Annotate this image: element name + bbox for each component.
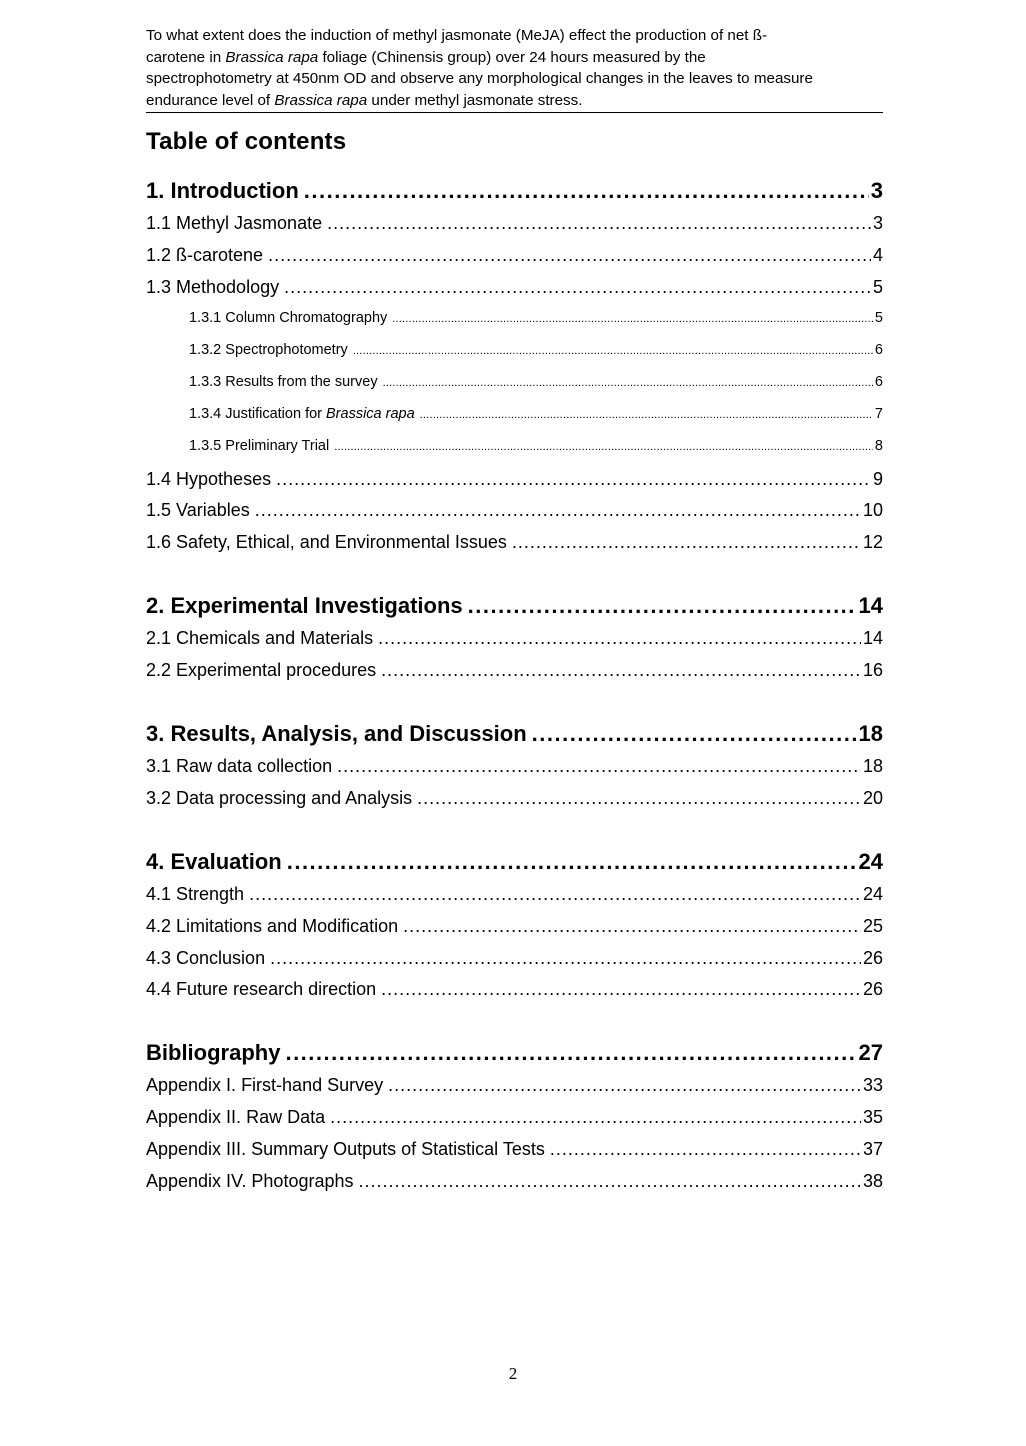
toc-entry-page: 6 [874, 374, 883, 390]
header-line [146, 68, 883, 90]
toc-entry[interactable] [146, 1075, 883, 1096]
dot-leader [285, 1040, 856, 1066]
toc-entry-page: 18 [858, 721, 883, 746]
toc-entry[interactable] [146, 500, 883, 521]
header-text-italic: Brassica rapa [274, 92, 368, 110]
toc-entry-page: 5 [874, 310, 883, 326]
toc-entry-label: 3.2 Data processing and Analysis [146, 788, 413, 808]
toc-entry[interactable] [146, 948, 883, 969]
toc-entry-page: 35 [862, 1107, 883, 1127]
dot-leader [330, 1107, 861, 1128]
toc-entry-page: 3 [870, 178, 883, 203]
toc-entry[interactable] [146, 1139, 883, 1160]
toc-entry-label: Appendix II. Raw Data [146, 1107, 326, 1127]
toc-entry-page: 20 [862, 788, 883, 808]
toc-entry-page: 37 [862, 1139, 883, 1159]
toc-entry-page: 12 [862, 532, 883, 552]
toc-entry-label: 2.1 Chemicals and Materials [146, 628, 374, 648]
toc-entry-label: 2. Experimental Investigations [146, 593, 463, 618]
toc-entry-label: Bibliography [146, 1040, 281, 1065]
toc-entry[interactable] [146, 979, 883, 1000]
toc-entry-page: 14 [858, 593, 883, 618]
dot-leader [270, 948, 861, 969]
header-text: To what extent does the induction of methyl jasmonate (MeJA) effect the production of net ß- [146, 27, 768, 44]
toc-entry-label: Appendix III. Summary Outputs of Statistical Tests [146, 1139, 545, 1159]
toc-entry-label: 1.2 ß-carotene [146, 245, 264, 265]
toc-entry-label: 3. Results, Analysis, and Discussion [146, 721, 527, 746]
toc-entry-page: 7 [874, 406, 883, 422]
toc-entry-label: 1.3 Methodology [146, 277, 280, 297]
header-text: spectrophotometry at 450nm OD and observe any morphological changes in the leaves to measure [146, 70, 813, 88]
header-text: endurance level of [146, 92, 275, 110]
toc-entry[interactable] [146, 178, 883, 204]
dot-leader [417, 788, 861, 809]
toc-entry-label: Appendix IV. Photographs [146, 1171, 354, 1191]
toc-entry-page: 5 [872, 277, 883, 297]
toc-entry-page: 6 [874, 342, 883, 358]
toc-entry[interactable] [146, 469, 883, 490]
toc-entry-page: 27 [858, 1040, 883, 1065]
dot-leader [381, 660, 861, 681]
header-line [146, 47, 883, 69]
header-text: foliage (Chinensis group) over 24 hours measured by the [318, 48, 706, 66]
toc-entry-label: 1.3.2 Spectrophotometry [189, 342, 348, 358]
dot-leader [276, 469, 871, 490]
dot-leader [255, 500, 861, 521]
toc-entry[interactable] [146, 788, 883, 809]
header-text-italic: Brassica rapa [225, 48, 319, 66]
toc-entry[interactable] [146, 660, 883, 681]
toc-entry-page: 33 [862, 1075, 883, 1095]
dot-leader [403, 916, 861, 937]
dot-leader [383, 377, 873, 389]
toc-entry[interactable] [146, 884, 883, 905]
dot-leader [512, 532, 861, 553]
header-line [146, 90, 883, 112]
page-number: 2 [508, 1364, 518, 1383]
dot-leader [337, 756, 861, 777]
toc-entry-label [189, 406, 415, 422]
dot-leader [304, 178, 869, 204]
toc-entry-label: 1.3.5 Preliminary Trial [189, 438, 330, 454]
toc-entry-label-text: 1.3.4 Justification for [189, 406, 327, 422]
toc-entry-label: 1.1 Methyl Jasmonate [146, 213, 323, 233]
dot-leader [381, 979, 861, 1000]
toc-entry-page: 26 [862, 948, 883, 968]
dot-leader [327, 213, 871, 234]
header-text: under methyl jasmonate stress. [367, 92, 583, 110]
dot-leader [550, 1139, 861, 1160]
toc-entry-label: 1.5 Variables [146, 500, 250, 520]
toc-entry[interactable] [146, 277, 883, 298]
toc-entry[interactable] [146, 593, 883, 619]
toc-entry-page: 25 [862, 916, 883, 936]
dot-leader [287, 849, 857, 875]
toc-entry[interactable] [146, 532, 883, 553]
toc-entry-label: 1.6 Safety, Ethical, and Environmental Issues [146, 532, 507, 552]
toc-entry-label: Appendix I. First-hand Survey [146, 1075, 384, 1095]
toc-entry[interactable] [146, 213, 883, 234]
toc-entry-label: 1. Introduction [146, 178, 299, 203]
toc-entry[interactable] [146, 1171, 883, 1192]
research-question-header [146, 25, 883, 113]
toc-entry-page: 24 [862, 884, 883, 904]
toc-entry-page: 26 [862, 979, 883, 999]
dot-leader [392, 313, 873, 325]
toc-entry[interactable] [146, 849, 883, 875]
toc-entry-page: 18 [862, 756, 883, 776]
dot-leader [334, 441, 873, 453]
toc-entry[interactable] [146, 245, 883, 266]
toc-entry-page: 10 [862, 500, 883, 520]
toc-entry-page: 4 [872, 245, 883, 265]
toc-entry-page: 3 [872, 213, 883, 233]
toc-entry-label: 4.1 Strength [146, 884, 245, 904]
toc-entry-label: 4. Evaluation [146, 849, 282, 874]
toc-entry-page: 8 [874, 438, 883, 454]
toc-entry[interactable] [189, 374, 883, 390]
dot-leader [249, 884, 861, 905]
toc-entry-label-italic: Brassica rapa [326, 406, 415, 422]
toc-entry-label: 3.1 Raw data collection [146, 756, 333, 776]
toc-entry-page: 9 [872, 469, 883, 489]
toc-entry-page: 38 [862, 1171, 883, 1191]
toc-entry[interactable] [146, 1040, 883, 1066]
toc-entry[interactable] [189, 438, 883, 454]
toc-entry[interactable] [189, 310, 883, 326]
toc-entry[interactable] [146, 721, 883, 747]
dot-leader [353, 345, 873, 357]
toc-entry-page: 16 [862, 660, 883, 680]
header-text: carotene in [146, 48, 226, 66]
dot-leader [420, 409, 873, 421]
dot-leader [532, 721, 857, 747]
dot-leader [268, 245, 871, 266]
header-line [146, 25, 883, 47]
toc-entry[interactable] [146, 628, 883, 649]
toc-entry-page: 14 [862, 628, 883, 648]
toc-entry-label: 1.4 Hypotheses [146, 469, 272, 489]
dot-leader [468, 593, 857, 619]
toc-entry-label: 1.3.1 Column Chromatography [189, 310, 388, 326]
toc-entry[interactable] [189, 406, 883, 422]
toc-entry[interactable] [146, 1107, 883, 1128]
toc-entry-label: 4.4 Future research direction [146, 979, 377, 999]
dot-leader [378, 628, 861, 649]
dot-leader [388, 1075, 861, 1096]
page-title: Table of contents [146, 128, 347, 155]
toc-entry[interactable] [146, 756, 883, 777]
toc-entry-label: 2.2 Experimental procedures [146, 660, 377, 680]
dot-leader [359, 1171, 861, 1192]
toc-entry-label: 4.2 Limitations and Modification [146, 916, 399, 936]
toc-entry-page: 24 [858, 849, 883, 874]
toc-entry-label: 4.3 Conclusion [146, 948, 266, 968]
toc-entry-label: 1.3.3 Results from the survey [189, 374, 378, 390]
toc-entry[interactable] [146, 916, 883, 937]
toc-entry[interactable] [189, 342, 883, 358]
dot-leader [284, 277, 871, 298]
